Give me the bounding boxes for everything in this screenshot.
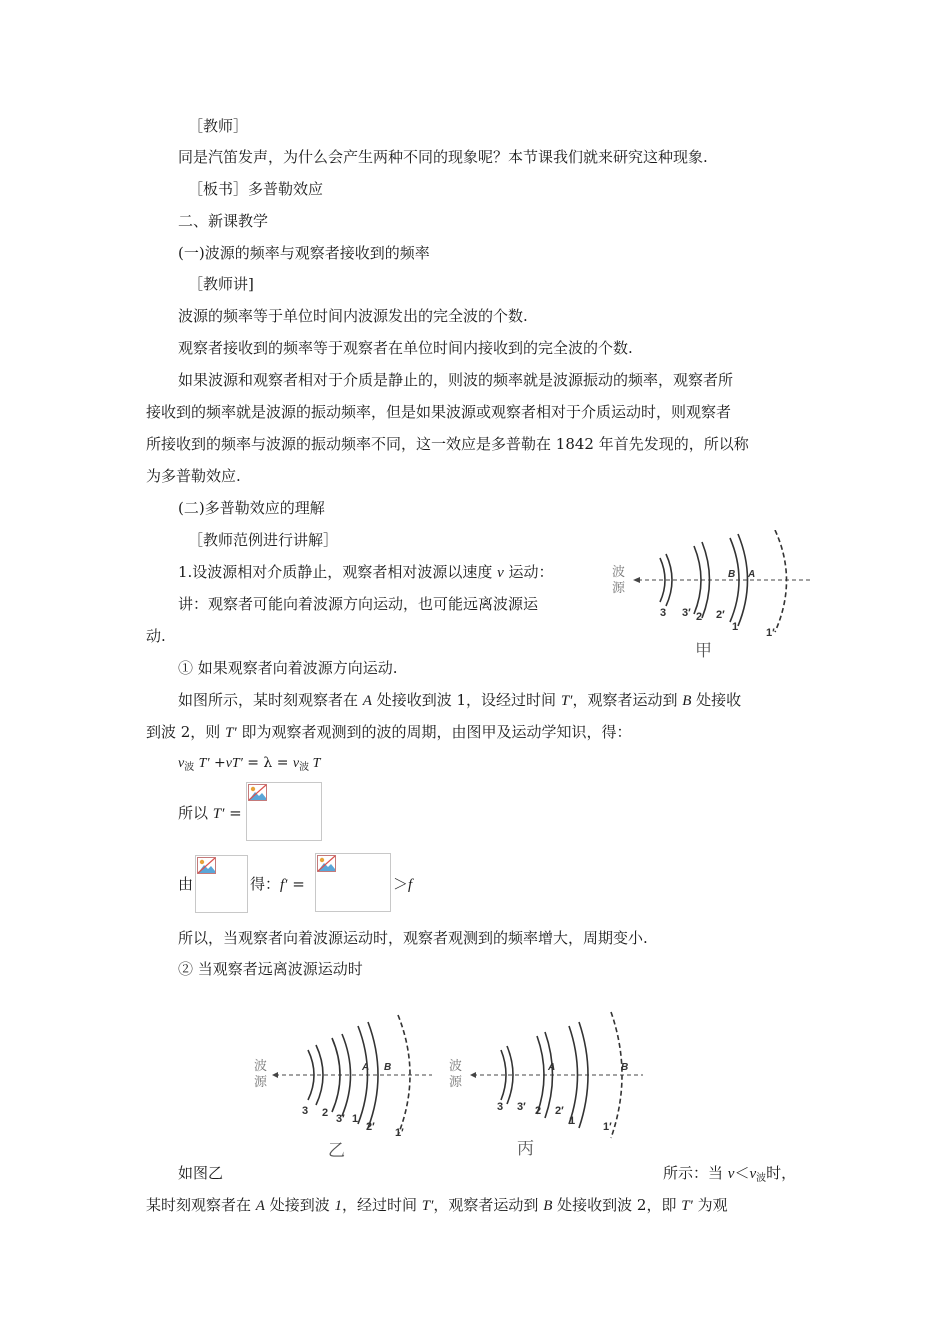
paragraph: ② 当观察者远离波源运动时 — [178, 960, 363, 978]
figure-source-label: 源 — [449, 1074, 463, 1089]
subsection-heading: (一)波源的频率与观察者接收到的频率 — [178, 244, 430, 262]
wave-label: 3′ — [336, 1113, 345, 1125]
heading-board: ［板书］多普勒效应 — [188, 180, 324, 198]
heading-teacher-talk: ［教师讲] — [188, 275, 254, 293]
paragraph: 动. — [146, 627, 166, 645]
figure-caption: 乙 — [328, 1141, 345, 1160]
wave-label: 1 — [352, 1113, 359, 1125]
section-heading: 二、新课教学 — [178, 212, 269, 230]
formula-period: $v_波$ $T' +vT' = \lambda = v_波$ T — [178, 755, 321, 773]
heading-teacher: ［教师］ — [188, 117, 249, 135]
wave-label: 2 — [322, 1107, 329, 1119]
paragraph: 讲：观察者可能向着波源方向运动，也可能远离波源运 — [178, 595, 539, 613]
paragraph: 为多普勒效应. — [146, 467, 241, 485]
wave-label: 3′ — [517, 1101, 526, 1113]
paragraph: ① 如果观察者向着波源方向运动. — [178, 659, 398, 677]
formula-frequency-line: 由 — [178, 875, 194, 893]
paragraph: 所示：当 $v<v_波$时， — [663, 1164, 797, 1184]
wave-label: 1 — [569, 1115, 576, 1127]
paragraph: 所以，当观察者向着波源运动时，观察者观测到的频率增大，周期变小. — [178, 929, 648, 947]
wavefront — [775, 530, 787, 632]
point-a-label: A — [362, 1062, 370, 1073]
wave-label: 2 — [535, 1105, 542, 1117]
point-b-label: B — [728, 569, 736, 580]
wave-label: 2′ — [555, 1105, 564, 1117]
arrow-left-icon — [470, 1072, 476, 1078]
paragraph: 波源的频率等于单位时间内波源发出的完全波的个数. — [178, 307, 528, 325]
broken-image-icon — [197, 857, 216, 874]
point-b-label: B — [621, 1062, 629, 1073]
wave-label: 3 — [497, 1101, 504, 1113]
figure-source-label: 源 — [612, 580, 626, 595]
wave-label: 3 — [660, 607, 667, 619]
broken-image-icon — [317, 855, 336, 872]
wave-label: 1′ — [395, 1127, 404, 1139]
broken-image-icon — [248, 784, 267, 801]
figure-source-label: 波 — [449, 1058, 463, 1073]
formula-inequality: ＞f — [393, 875, 413, 893]
heading-example: ［教师范例进行讲解］ — [188, 531, 339, 549]
wave-label: 1′ — [603, 1121, 612, 1133]
point-a-label: A — [548, 1062, 556, 1073]
arrow-left-icon — [633, 577, 640, 583]
formula-frequency-text: 得：f′ = — [250, 875, 305, 893]
paragraph: 所接收到的频率与波源的振动频率不同，这一效应是多普勒在 1842 年首先发现的，所以称 — [146, 435, 749, 453]
figure-caption: 甲 — [695, 641, 712, 660]
figure-jia — [600, 530, 820, 665]
formula-image-placeholder — [195, 855, 248, 913]
figure-yi — [250, 990, 445, 1160]
figure-source-label: 波 — [254, 1058, 268, 1073]
paragraph: 到波 2，则 T′ 即为观察者观测到的波的周期，由图甲及运动学知识，得： — [146, 723, 632, 741]
formula-image-placeholder — [246, 782, 322, 841]
paragraph: 同是汽笛发声，为什么会产生两种不同的现象呢？本节课我们就来研究这种现象. — [178, 148, 708, 166]
subsection-heading: (二)多普勒效应的理解 — [178, 499, 325, 517]
figure-source-label: 源 — [254, 1074, 268, 1089]
wave-label: 1′ — [766, 627, 775, 639]
formula-result-line: 所以 T′ = — [178, 804, 242, 822]
formula-image-placeholder — [315, 853, 391, 912]
wave-label: 2 — [696, 611, 703, 623]
paragraph: 如图乙 — [178, 1164, 224, 1182]
paragraph: 如图所示，某时刻观察者在 A 处接收到波 1，设经过时间 T′，观察者运动到 B 处接收 — [178, 691, 742, 709]
wave-label: 2′ — [716, 609, 725, 621]
wave-label: 3 — [302, 1105, 309, 1117]
arrow-left-icon — [272, 1072, 278, 1078]
paragraph: 1.设波源相对介质静止，观察者相对波源以速度 v 运动： — [178, 563, 554, 581]
wave-label: 3′ — [682, 607, 691, 619]
paragraph: 某时刻观察者在 A 处接到波 1，经过时间 T′，观察者运动到 B 处接收到波 2，即 T′ 为观 — [146, 1196, 728, 1214]
paragraph: 接收到的频率就是波源的振动频率，但是如果波源或观察者相对于介质运动时，则观察者 — [146, 403, 732, 421]
figure-caption: 丙 — [517, 1139, 534, 1158]
point-a-label: A — [748, 569, 756, 580]
wave-label: 1 — [732, 621, 739, 633]
wave-label: 2′ — [366, 1121, 375, 1133]
figure-source-label: 波 — [612, 564, 626, 579]
paragraph: 如果波源和观察者相对于介质是静止的，则波的频率就是波源振动的频率，观察者所 — [178, 371, 734, 389]
figure-bing — [445, 990, 650, 1160]
point-b-label: B — [384, 1062, 392, 1073]
paragraph: 观察者接收到的频率等于观察者在单位时间内接收到的完全波的个数. — [178, 339, 633, 357]
